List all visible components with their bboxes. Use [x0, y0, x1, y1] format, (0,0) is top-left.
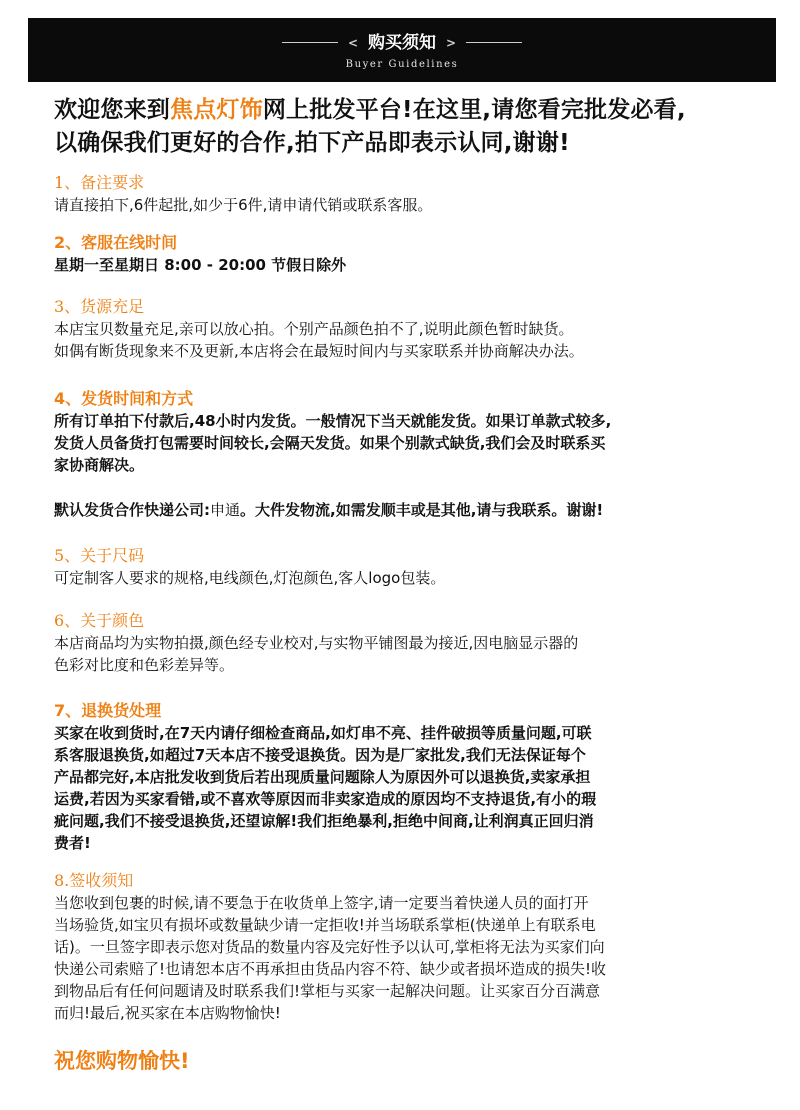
section-title: 6、关于颜色 — [54, 611, 145, 630]
section-line: 本店宝贝数量充足,亲可以放心拍。个别产品颜色拍不了,说明此颜色暂时缺货。 — [54, 320, 574, 338]
section-line: 所有订单拍下付款后,48小时内发货。一般情况下当天就能发货。如果订单款式较多, — [54, 412, 612, 430]
intro-after-brand: 网上批发平台!在这里,请您看完批发必看, — [262, 97, 686, 123]
section-line: 如偶有断货现象来不及更新,本店将会在最短时间内与买家联系并协商解决办法。 — [54, 342, 584, 360]
section-title: 1、备注要求 — [54, 173, 145, 192]
section-line: 色彩对比度和色彩差异等。 — [54, 656, 235, 674]
section-returns — [54, 700, 774, 854]
divider-left — [282, 42, 338, 43]
chevron-left-icon: < — [347, 35, 358, 50]
section-line: 产品都完好,本店批发收到货后若出现质量问题除人为原因外可以退换货,卖家承担 — [54, 768, 591, 786]
section-shipping — [54, 388, 774, 476]
courier-company: 申通 — [210, 501, 241, 519]
section-line: 话)。一旦签字即表示您对货品的数量内容及完好性予以认可,掌柜将无法为买家们向 — [54, 938, 605, 956]
section-line: 家协商解决。 — [54, 456, 145, 474]
section-signing — [54, 870, 774, 1024]
section-line: 星期一至星期日 8:00 - 20:00 节假日除外 — [54, 256, 347, 274]
section-size — [54, 545, 774, 589]
banner-title-row — [282, 33, 522, 53]
intro-before-brand: 欢迎您来到 — [54, 97, 170, 123]
section-line: 请直接拍下,6件起批,如少于6件,请申请代销或联系客服。 — [54, 196, 433, 214]
courier-prefix: 默认发货合作快递公司: — [54, 501, 210, 519]
section-line: 疵问题,我们不接受退换货,还望谅解!我们拒绝暴利,拒绝中间商,让利润真正回归消 — [54, 812, 594, 830]
banner-title: 购买须知 — [368, 32, 436, 53]
section-line: 本店商品均为实物拍摄,颜色经专业校对,与实物平铺图最为接近,因电脑显示器的 — [54, 634, 579, 652]
section-line: 发货人员备货打包需要时间较长,会隔天发货。如果个别款式缺货,我们会及时联系买 — [54, 434, 606, 452]
intro-line-2: 以确保我们更好的合作,拍下产品即表示认同,谢谢! — [54, 130, 570, 156]
section-title: 5、关于尺码 — [54, 546, 145, 565]
intro-text — [54, 94, 784, 160]
section-line: 系客服退换货,如超过7天本店不接受退换货。因为是厂家批发,我们无法保证每个 — [54, 746, 586, 764]
banner-subtitle: Buyer Guidelines — [345, 58, 459, 70]
section-service-hours — [54, 232, 774, 276]
closing-message: 祝您购物愉快! — [54, 1049, 190, 1073]
brand-name: 焦点灯饰 — [170, 97, 263, 123]
chevron-right-icon: > — [446, 35, 457, 50]
courier-suffix: 。大件发物流,如需发顺丰或是其他,请与我联系。谢谢! — [240, 501, 604, 519]
section-line: 到物品后有任何问题请及时联系我们!掌柜与买家一起解决问题。让买家百分百满意 — [54, 982, 601, 1000]
section-line: 当场验货,如宝贝有损坏或数量缺少请一定拒收!并当场联系掌柜(快递单上有联系电 — [54, 916, 596, 934]
section-color — [54, 610, 774, 676]
section-line: 可定制客人要求的规格,电线颜色,灯泡颜色,客人logo包装。 — [54, 569, 446, 587]
section-title: 7、退换货处理 — [54, 701, 162, 720]
section-line: 买家在收到货时,在7天内请仔细检查商品,如灯串不亮、挂件破损等质量问题,可联 — [54, 724, 592, 742]
section-line: 费者! — [54, 834, 91, 852]
divider-right — [466, 42, 522, 43]
section-title: 4、发货时间和方式 — [54, 389, 194, 408]
intro-line-1 — [54, 94, 784, 127]
section-title: 3、货源充足 — [54, 297, 145, 316]
courier-note — [54, 499, 784, 521]
section-line: 快递公司索赔了!也请恕本店不再承担由货品内容不符、缺少或者损坏造成的损失!收 — [54, 960, 607, 978]
section-title: 2、客服在线时间 — [54, 233, 178, 252]
section-title: 8.签收须知 — [54, 871, 134, 890]
section-line: 当您收到包裹的时候,请不要急于在收货单上签字,请一定要当着快递人员的面打开 — [54, 894, 589, 912]
section-notes — [54, 172, 774, 216]
header-banner — [28, 18, 776, 82]
section-line: 运费,若因为买家看错,或不喜欢等原因而非卖家造成的原因均不支持退货,有小的瑕 — [54, 790, 597, 808]
section-stock — [54, 296, 774, 362]
section-line: 而归!最后,祝买家在本店购物愉快! — [54, 1004, 281, 1022]
